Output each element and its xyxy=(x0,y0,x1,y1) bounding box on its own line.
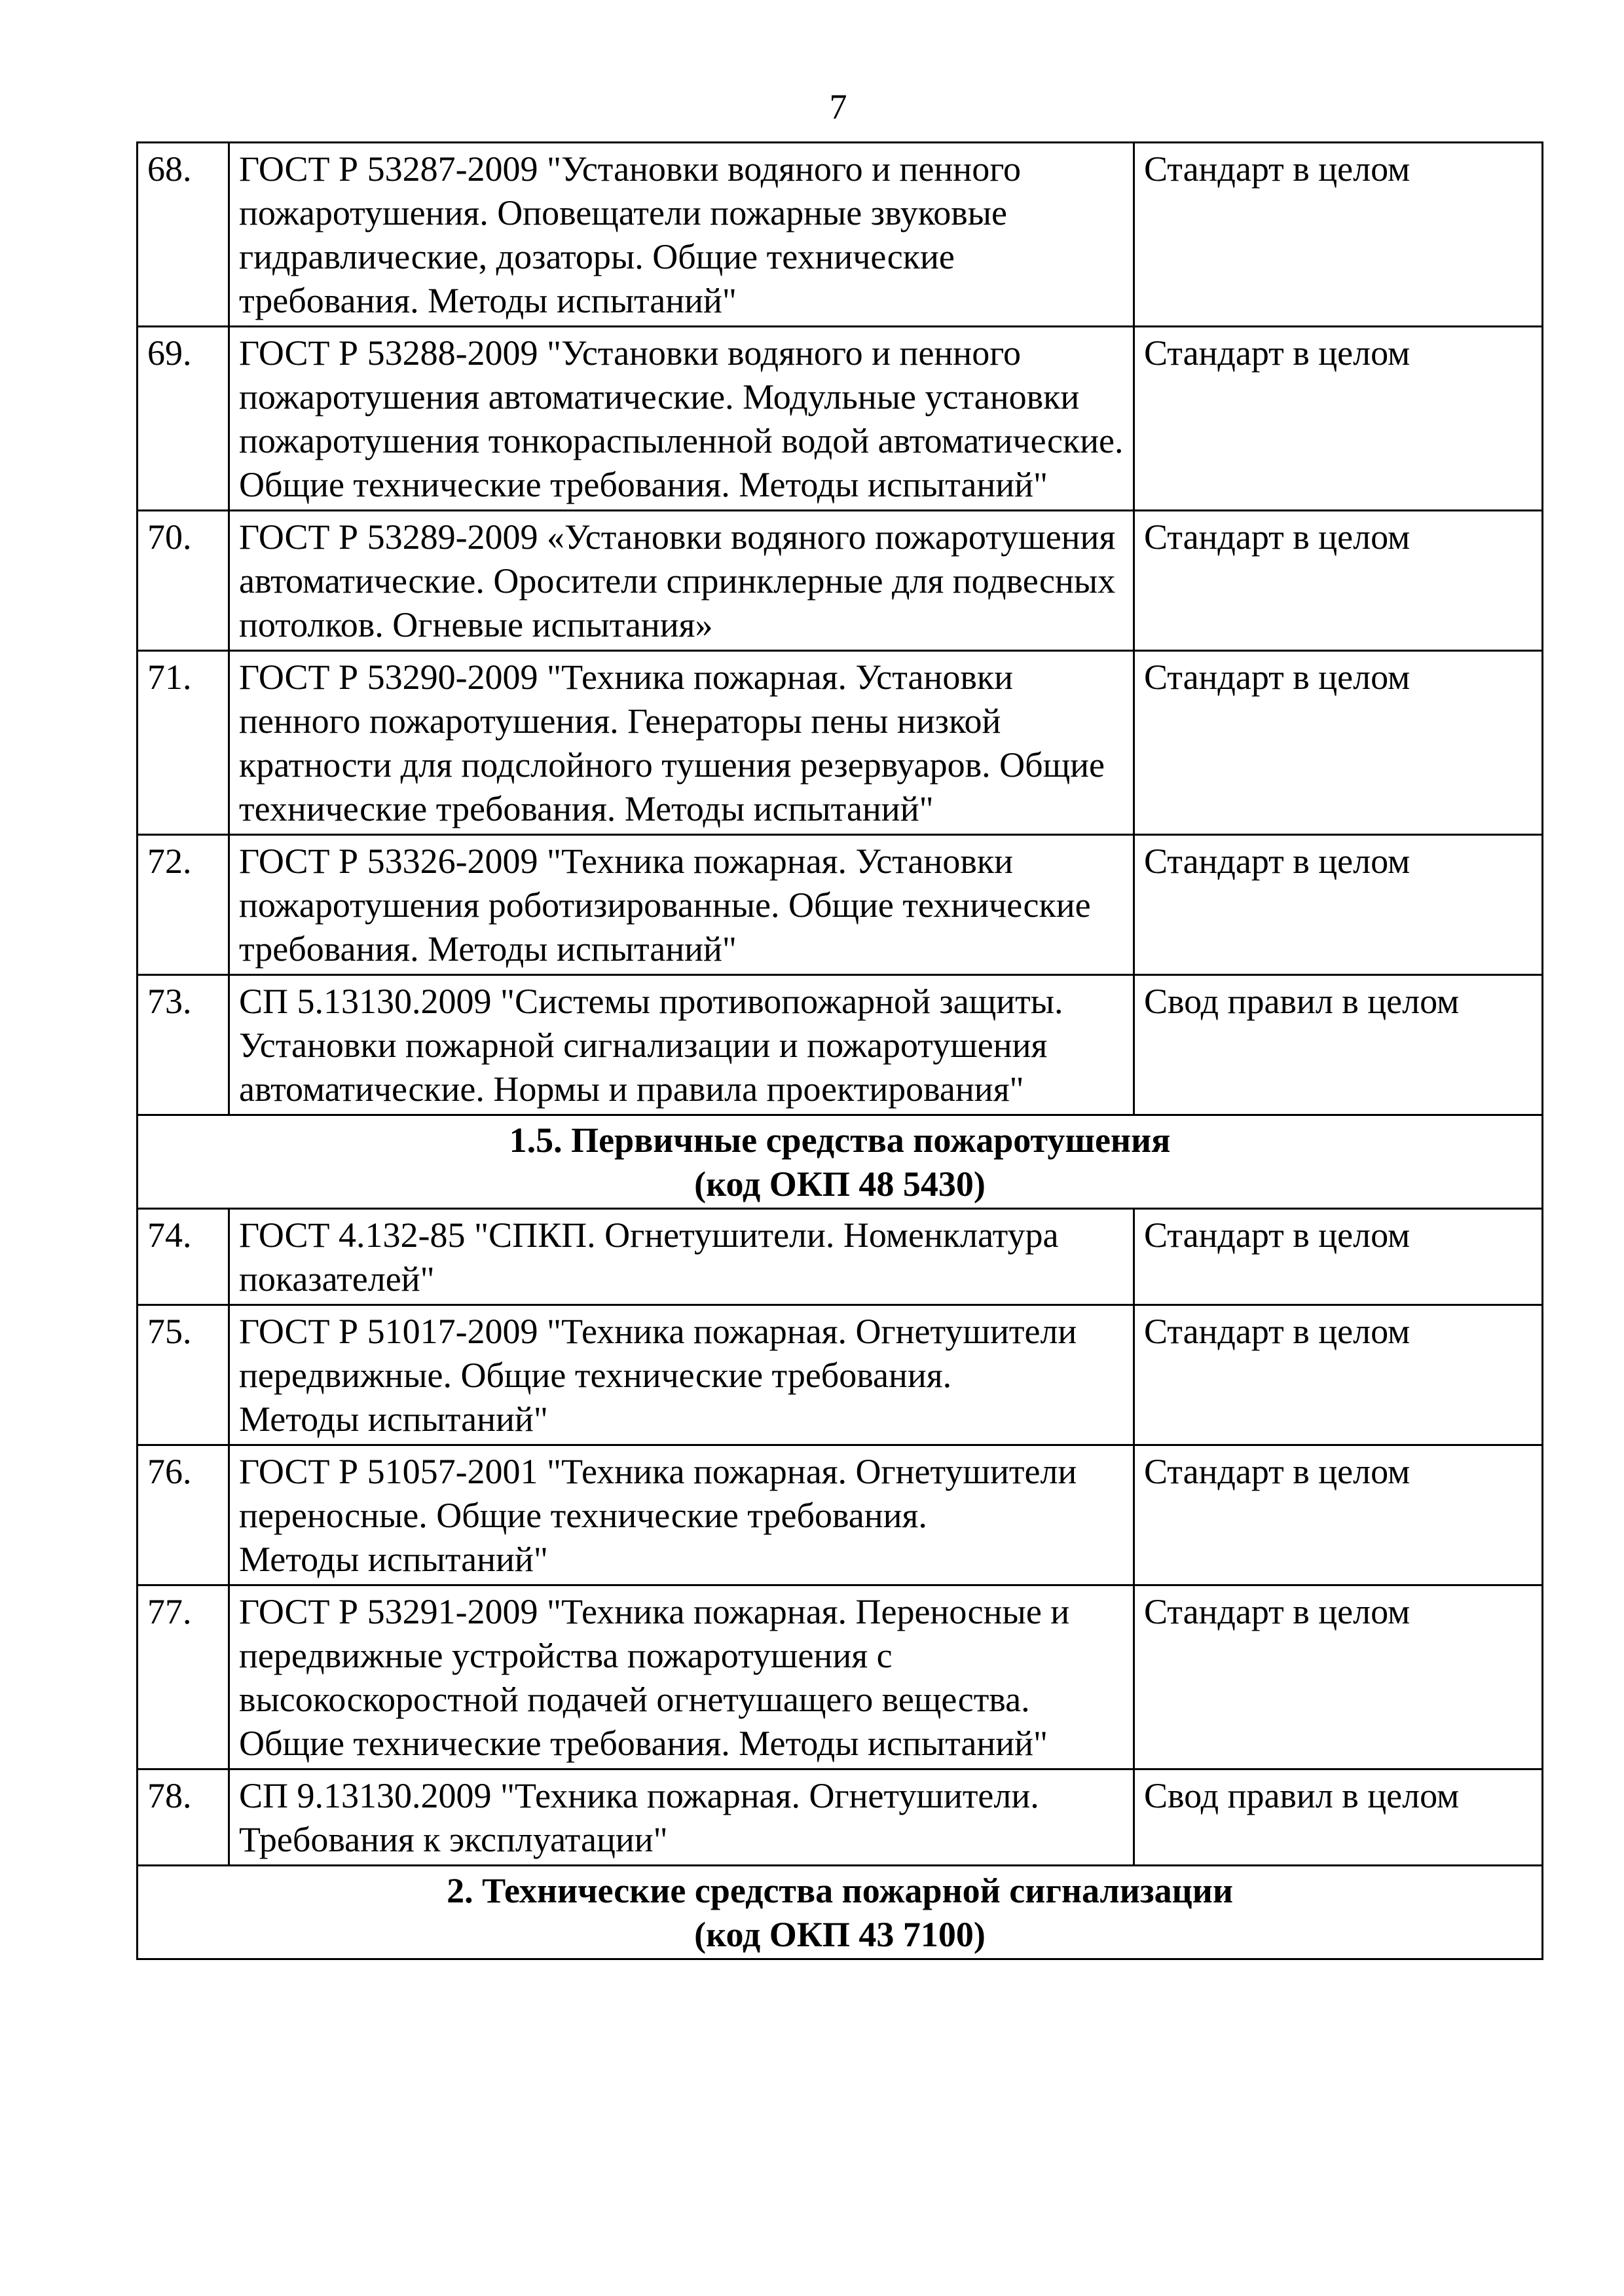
section-heading xyxy=(138,1115,1543,1209)
application-scope: Стандарт в целом xyxy=(1134,143,1543,327)
row-number: 74. xyxy=(138,1209,229,1305)
row-number: 68. xyxy=(138,143,229,327)
document-title: СП 9.13130.2009 "Техника пожарная. Огнетушители. Требования к эксплуатации" xyxy=(229,1769,1134,1866)
row-number: 71. xyxy=(138,651,229,835)
application-scope: Стандарт в целом xyxy=(1134,1305,1543,1445)
section-code: (код ОКП 43 7100) xyxy=(694,1915,986,1954)
section-code: (код ОКП 48 5430) xyxy=(694,1164,986,1204)
document-title: ГОСТ Р 53288-2009 "Установки водяного и пенного пожаротушения автоматические. Модульные установки пожаротушения тонкораспыленной водой автоматические. Общие технические требования. Методы испытаний" xyxy=(229,327,1134,511)
standards-table xyxy=(136,141,1543,1960)
table-row xyxy=(138,1445,1543,1585)
table-row xyxy=(138,651,1543,835)
application-scope: Стандарт в целом xyxy=(1134,1445,1543,1585)
row-number: 72. xyxy=(138,835,229,975)
standards-table-body xyxy=(138,143,1543,1959)
document-title: ГОСТ Р 53291-2009 "Техника пожарная. Переносные и передвижные устройства пожаротушения с высокоскоростной подачей огнетушащего вещества. Общие технические требования. Методы испытаний" xyxy=(229,1585,1134,1769)
document-title: ГОСТ 4.132-85 "СПКП. Огнетушители. Номенклатура показателей" xyxy=(229,1209,1134,1305)
document-title: ГОСТ Р 53326-2009 "Техника пожарная. Установки пожаротушения роботизированные. Общие технические требования. Методы испытаний" xyxy=(229,835,1134,975)
document-title: ГОСТ Р 53290-2009 "Техника пожарная. Установки пенного пожаротушения. Генераторы пены низкой кратности для подслойного тушения резервуаров. Общие технические требования. Методы испытаний" xyxy=(229,651,1134,835)
section-title: 1.5. Первичные средства пожаротушения xyxy=(509,1120,1171,1160)
application-scope: Стандарт в целом xyxy=(1134,1585,1543,1769)
section-row xyxy=(138,1866,1543,1959)
table-row xyxy=(138,143,1543,327)
document-title: ГОСТ Р 53287-2009 "Установки водяного и пенного пожаротушения. Оповещатели пожарные звуковые гидравлические, дозаторы. Общие технические требования. Методы испытаний" xyxy=(229,143,1134,327)
application-scope: Стандарт в целом xyxy=(1134,651,1543,835)
section-heading xyxy=(138,1866,1543,1959)
application-scope: Стандарт в целом xyxy=(1134,511,1543,651)
table-row xyxy=(138,1209,1543,1305)
row-number: 70. xyxy=(138,511,229,651)
row-number: 69. xyxy=(138,327,229,511)
page-number: 7 xyxy=(829,87,847,126)
application-scope: Свод правил в целом xyxy=(1134,975,1543,1115)
application-scope: Свод правил в целом xyxy=(1134,1769,1543,1866)
row-number: 77. xyxy=(138,1585,229,1769)
section-title: 2. Технические средства пожарной сигнализации xyxy=(447,1871,1233,1910)
section-row xyxy=(138,1115,1543,1209)
document-title: ГОСТ Р 51017-2009 "Техника пожарная. Огнетушители передвижные. Общие технические требования. Методы испытаний" xyxy=(229,1305,1134,1445)
document-title: СП 5.13130.2009 "Системы противопожарной защиты. Установки пожарной сигнализации и пожаротушения автоматические. Нормы и правила проектирования" xyxy=(229,975,1134,1115)
table-row xyxy=(138,1769,1543,1866)
table-row xyxy=(138,327,1543,511)
row-number: 78. xyxy=(138,1769,229,1866)
application-scope: Стандарт в целом xyxy=(1134,327,1543,511)
row-number: 76. xyxy=(138,1445,229,1585)
application-scope: Стандарт в целом xyxy=(1134,1209,1543,1305)
table-row xyxy=(138,511,1543,651)
document-title: ГОСТ Р 51057-2001 "Техника пожарная. Огнетушители переносные. Общие технические требования. Методы испытаний" xyxy=(229,1445,1134,1585)
table-row xyxy=(138,975,1543,1115)
table-row xyxy=(138,1585,1543,1769)
table-row xyxy=(138,1305,1543,1445)
row-number: 73. xyxy=(138,975,229,1115)
application-scope: Стандарт в целом xyxy=(1134,835,1543,975)
document-title: ГОСТ Р 53289-2009 «Установки водяного пожаротушения автоматические. Оросители спринклерные для подвесных потолков. Огневые испытания» xyxy=(229,511,1134,651)
table-row xyxy=(138,835,1543,975)
row-number: 75. xyxy=(138,1305,229,1445)
